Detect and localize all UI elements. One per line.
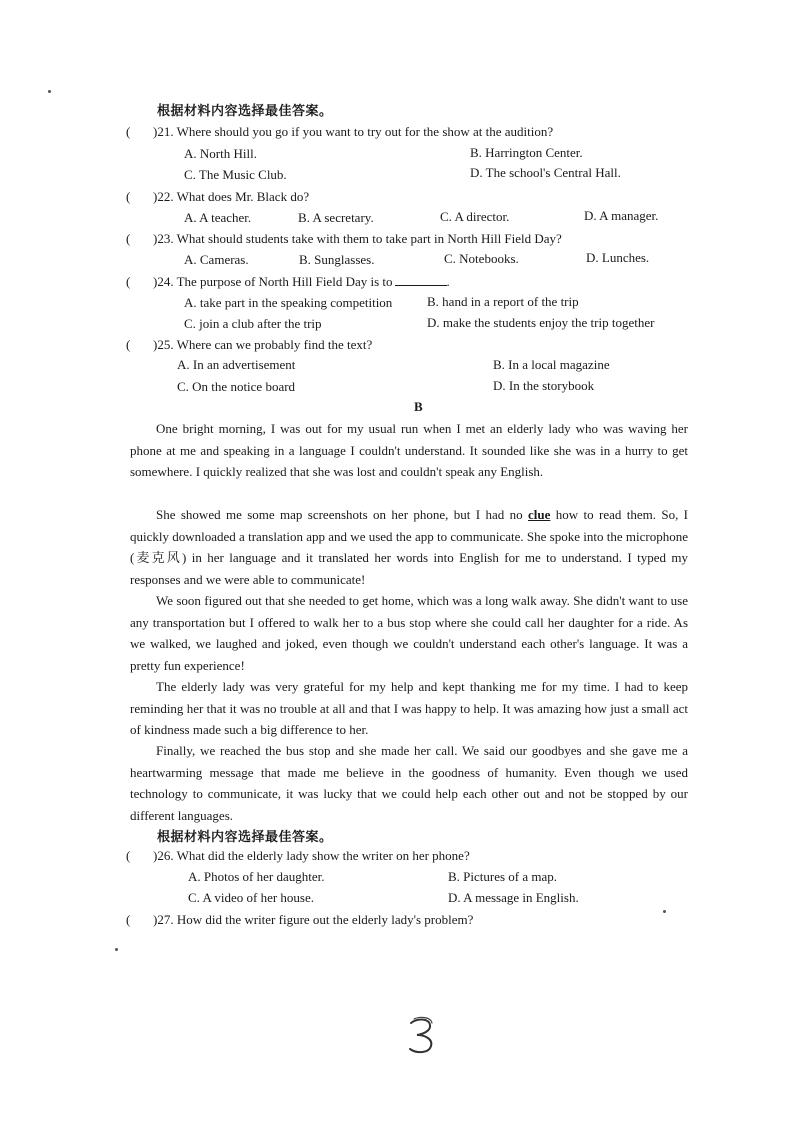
answer-paren: ( <box>126 124 131 139</box>
question-22: )22. What does Mr. Black do? <box>153 189 310 204</box>
answer-paren: ( <box>126 337 131 352</box>
passage-paragraph-2-start: She showed me some map screenshots on her phone, but I had no <box>156 507 523 522</box>
passage-paragraph-5: Finally, we reached the bus stop and she made her call. We said our goodbyes and she gave me a heartwarming message that made me believe in the goodness of humanity. Even though we used technology to communicate, it was lucky that we could help each other out and not be stopped by our different languages. <box>130 743 688 823</box>
question-27: )27. How did the writer figure out the elderly lady's problem? <box>153 912 474 927</box>
q26-option-c: C. A video of her house. <box>188 890 315 905</box>
q25-option-d: D. In the storybook <box>493 378 595 393</box>
q25-option-a: A. In an advertisement <box>177 357 296 372</box>
q21-option-d: D. The school's Central Hall. <box>470 165 621 180</box>
q22-option-c: C. A director. <box>440 209 510 224</box>
answer-paren: ( <box>126 912 131 927</box>
q22-option-b: B. A secretary. <box>298 210 374 225</box>
passage-paragraph-2-rest: how to read them. So, I quickly downloaded a translation app and we used the app to communicate. She spoke into the microphone (麦克风) in her language and it translated her words into English for me to understand. I typed my responses and we were able to communicate! <box>130 507 689 587</box>
q23-option-b: B. Sunglasses. <box>299 252 375 267</box>
handwritten-page-number <box>405 1015 439 1062</box>
q25-option-c: C. On the notice board <box>177 379 296 394</box>
question-24-text: )24. The purpose of North Hill Field Day is to <box>153 274 393 289</box>
section-b-instruction: 根据材料内容选择最佳答案。 <box>157 829 333 844</box>
scan-speck <box>115 948 118 951</box>
scan-speck <box>663 910 666 913</box>
answer-blank[interactable] <box>395 275 447 286</box>
q21-option-b: B. Harrington Center. <box>470 145 583 160</box>
q21-option-c: C. The Music Club. <box>184 167 287 182</box>
question-21: )21. Where should you go if you want to try out for the show at the audition? <box>153 124 554 139</box>
passage-paragraph-2 <box>130 504 688 590</box>
q26-option-a: A. Photos of her daughter. <box>188 869 325 884</box>
q22-option-a: A. A teacher. <box>184 210 252 225</box>
section-b-title: B <box>414 399 423 414</box>
q26-option-b: B. Pictures of a map. <box>448 869 558 884</box>
q23-option-c: C. Notebooks. <box>444 251 519 266</box>
question-24: )24. The purpose of North Hill Field Day is to . <box>153 274 450 289</box>
page-number-glyph <box>405 1015 439 1057</box>
underlined-word-clue: clue <box>527 507 551 522</box>
q24-option-c: C. join a club after the trip <box>184 316 322 331</box>
q25-option-b: B. In a local magazine <box>493 357 610 372</box>
answer-paren: ( <box>126 231 131 246</box>
q21-option-a: A. North Hill. <box>184 146 257 161</box>
question-26: )26. What did the elderly lady show the writer on her phone? <box>153 848 470 863</box>
q24-option-a: A. take part in the speaking competition <box>184 295 393 310</box>
question-25: )25. Where can we probably find the text? <box>153 337 373 352</box>
passage-paragraph-4: The elderly lady was very grateful for my help and kept thanking me for my time. I had to keep reminding her that it was no trouble at all and that I was happy to help. It was amazing how just a small act of kindness made such a big difference to her. <box>130 679 688 737</box>
section-a-instruction: 根据材料内容选择最佳答案。 <box>157 103 333 118</box>
q23-option-a: A. Cameras. <box>184 252 249 267</box>
passage-paragraph-1: One bright morning, I was out for my usual run when I met an elderly lady who was waving her phone at me and speaking in a language I couldn't understand. It sounded like she was in a hurry to get somewhere. I quickly realized that she was lost and couldn't speak any English. <box>130 421 688 479</box>
q24-option-d: D. make the students enjoy the trip together <box>427 315 655 330</box>
q22-option-d: D. A manager. <box>584 208 659 223</box>
answer-paren: ( <box>126 189 131 204</box>
q24-option-b: B. hand in a report of the trip <box>427 294 579 309</box>
q23-option-d: D. Lunches. <box>586 250 650 265</box>
answer-paren: ( <box>126 848 131 863</box>
answer-paren: ( <box>126 274 131 289</box>
q26-option-d: D. A message in English. <box>448 890 579 905</box>
question-23: )23. What should students take with them to take part in North Hill Field Day? <box>153 231 562 246</box>
scan-speck <box>48 90 51 93</box>
passage-paragraph-3: We soon figured out that she needed to get home, which was a long walk away. She didn't want to use any transportation but I offered to walk her to a bus stop where she could call her daughter for a ride. As we walked, we laughed and joked, even though we couldn't understand each other's language. It was a pretty fun experience! <box>130 593 688 673</box>
